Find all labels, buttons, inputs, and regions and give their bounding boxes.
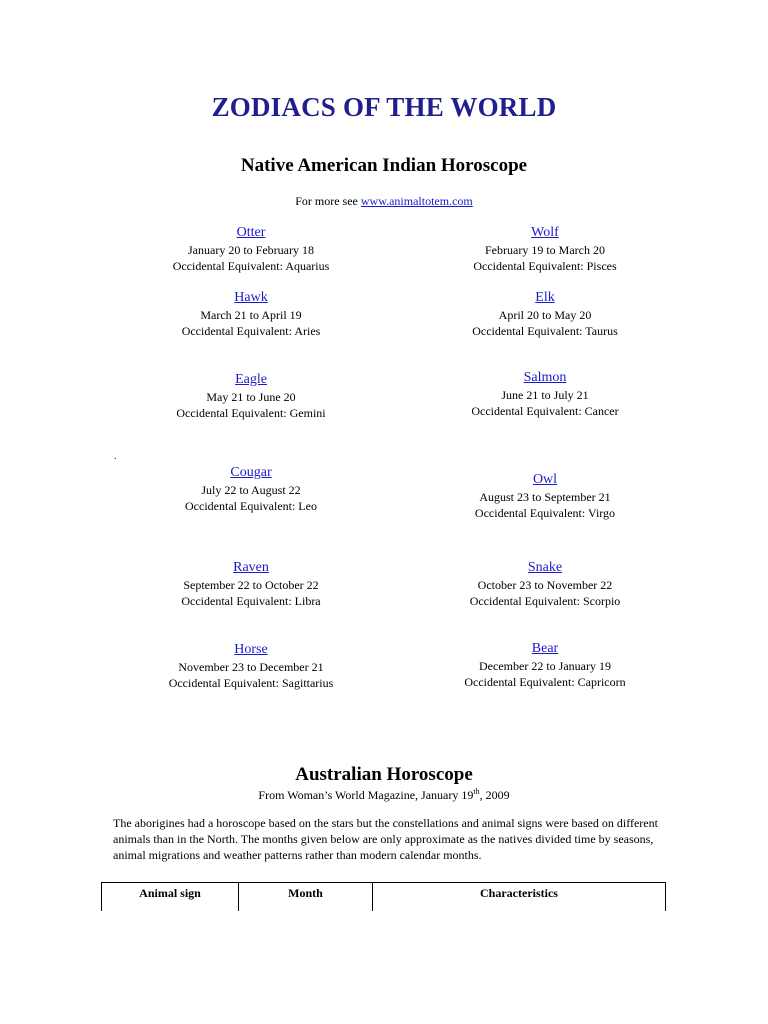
sign-name-link[interactable]: Otter — [236, 225, 266, 240]
sign-dates: June 21 to July 21 — [501, 388, 589, 402]
source-prefix: From Woman’s World Magazine, January 19 — [258, 788, 474, 802]
sign-dates: March 21 to April 19 — [200, 308, 302, 322]
sign-occidental-equivalent: Occidental Equivalent: Aquarius — [172, 259, 330, 273]
sign-name-link[interactable]: Raven — [233, 560, 269, 575]
page-title: ZODIACS OF THE WORLD — [211, 92, 557, 122]
sign-horse — [121, 641, 381, 691]
sign-otter — [121, 224, 381, 274]
sign-occidental-equivalent: Occidental Equivalent: Cancer — [471, 404, 619, 418]
sign-bear — [415, 640, 675, 690]
sign-occidental-equivalent: Occidental Equivalent: Taurus — [472, 324, 618, 338]
sign-occidental-equivalent: Occidental Equivalent: Capricorn — [464, 675, 626, 689]
header-animal-sign: Animal sign — [102, 883, 239, 912]
sign-name-link[interactable]: Wolf — [531, 225, 559, 240]
more-info-line — [0, 194, 768, 209]
animaltotem-link[interactable]: www.animaltotem.com — [360, 194, 473, 208]
sign-dates: February 19 to March 20 — [485, 243, 605, 257]
native-horoscope-heading: Native American Indian Horoscope — [240, 155, 528, 176]
header-month: Month — [239, 883, 373, 912]
sign-name-link[interactable]: Cougar — [230, 465, 272, 480]
sign-hawk — [121, 289, 381, 339]
sign-occidental-equivalent: Occidental Equivalent: Scorpio — [469, 594, 621, 608]
sign-occidental-equivalent: Occidental Equivalent: Gemini — [176, 406, 326, 420]
australian-horoscope-heading: Australian Horoscope — [295, 764, 473, 785]
sign-raven — [121, 559, 381, 609]
sign-owl — [415, 471, 675, 521]
sign-dates: September 22 to October 22 — [183, 578, 319, 592]
australian-horoscope-table — [101, 882, 666, 911]
stray-period: . — [114, 451, 117, 462]
header-characteristics: Characteristics — [373, 883, 666, 912]
sign-elk — [415, 289, 675, 339]
sign-dates: May 21 to June 20 — [206, 390, 296, 404]
sign-dates: October 23 to November 22 — [477, 578, 613, 592]
sign-name-link[interactable]: Elk — [535, 290, 555, 305]
sign-occidental-equivalent: Occidental Equivalent: Pisces — [473, 259, 617, 273]
sign-name-link[interactable]: Bear — [531, 641, 559, 656]
sign-salmon — [415, 369, 675, 419]
sign-name-link[interactable]: Snake — [527, 560, 563, 575]
sign-cougar — [121, 464, 381, 514]
source-superscript: th — [473, 787, 480, 796]
sign-occidental-equivalent: Occidental Equivalent: Virgo — [474, 506, 616, 520]
sign-snake — [415, 559, 675, 609]
table-header-row — [102, 883, 666, 912]
sign-name-link[interactable]: Hawk — [234, 290, 268, 305]
sign-wolf — [415, 224, 675, 274]
sign-eagle — [121, 371, 381, 421]
sign-dates: July 22 to August 22 — [201, 483, 301, 497]
sign-occidental-equivalent: Occidental Equivalent: Leo — [185, 499, 317, 513]
australian-intro-paragraph: The aborigines had a horoscope based on the stars but the constellations and animal signs were based on different animals than in the North. The months given below are only approximate as the natives divided time by seasons, animal migrations and weather patterns rather than modern calendar months. — [113, 816, 658, 862]
sign-occidental-equivalent: Occidental Equivalent: Aries — [181, 324, 321, 338]
sign-name-link[interactable]: Salmon — [523, 370, 567, 385]
australian-source-line — [0, 787, 768, 803]
sign-dates: January 20 to February 18 — [188, 243, 314, 257]
sign-occidental-equivalent: Occidental Equivalent: Libra — [181, 594, 321, 608]
sign-occidental-equivalent: Occidental Equivalent: Sagittarius — [168, 676, 334, 690]
sign-dates: August 23 to September 21 — [479, 490, 611, 504]
sign-dates: December 22 to January 19 — [479, 659, 611, 673]
more-info-prefix: For more see — [295, 194, 361, 208]
sign-name-link[interactable]: Horse — [234, 642, 268, 657]
sign-name-link[interactable]: Eagle — [235, 372, 267, 387]
sign-dates: April 20 to May 20 — [498, 308, 592, 322]
source-suffix: , 2009 — [479, 788, 510, 802]
sign-name-link[interactable]: Owl — [532, 472, 558, 487]
sign-dates: November 23 to December 21 — [178, 660, 324, 674]
